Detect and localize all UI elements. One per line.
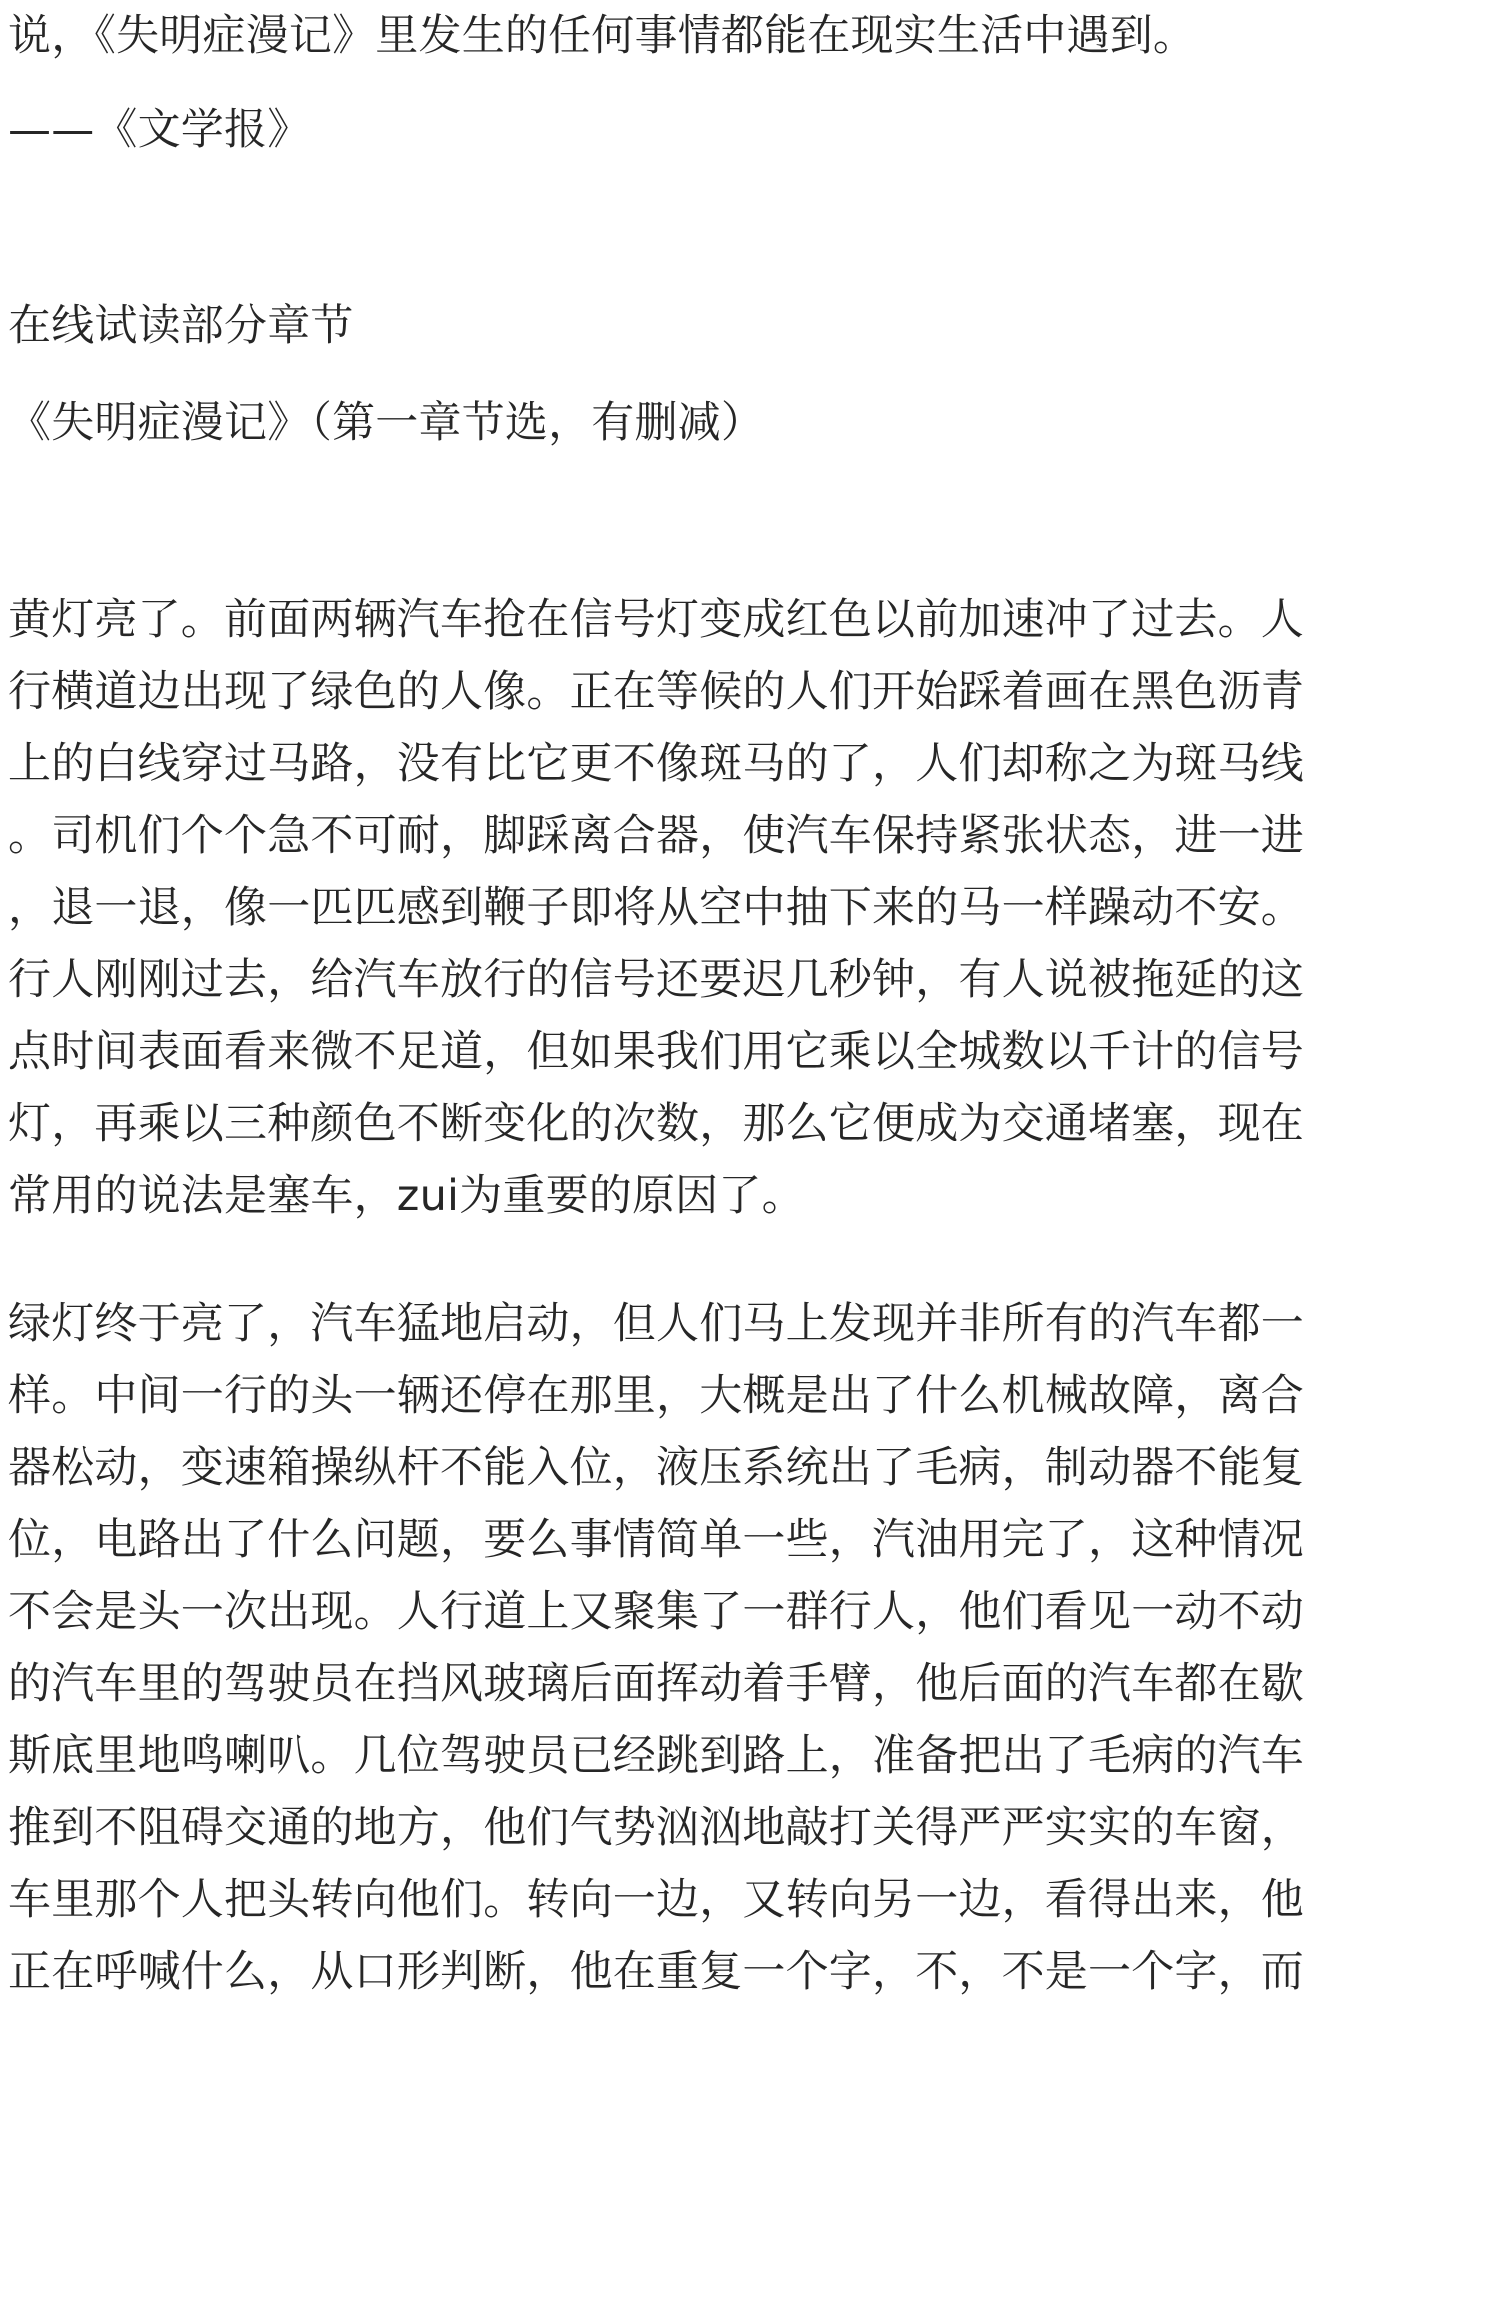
paragraph-1-line: ，退一退，像一匹匹感到鞭子即将从空中抽下来的马一样躁动不安。 <box>8 883 1304 933</box>
paragraph-1-line: 灯，再乘以三种颜色不断变化的次数，那么它便成为交通堵塞，现在 <box>8 1099 1304 1149</box>
paragraph-1-line: 。司机们个个急不可耐，脚踩离合器，使汽车保持紧张状态，进一进 <box>8 811 1304 861</box>
review-source: ——《文学报》 <box>8 105 311 155</box>
paragraph-1-line: 行人刚刚过去，给汽车放行的信号还要迟几秒钟，有人说被拖延的这 <box>8 955 1304 1005</box>
paragraph-1-line: 上的白线穿过马路，没有比它更不像斑马的了，人们却称之为斑马线 <box>8 739 1304 789</box>
paragraph-2-line: 绿灯终于亮了，汽车猛地启动，但人们马上发现并非所有的汽车都一 <box>8 1299 1304 1349</box>
paragraph-2-line: 推到不阻碍交通的地方，他们气势汹汹地敲打关得严严实实的车窗， <box>8 1803 1304 1853</box>
paragraph-2-line: 正在呼喊什么，从口形判断，他在重复一个字，不，不是一个字，而 <box>8 1947 1304 1997</box>
paragraph-1-line: 黄灯亮了。前面两辆汽车抢在信号灯变成红色以前加速冲了过去。人 <box>8 595 1304 645</box>
paragraph-2-line: 斯底里地鸣喇叭。几位驾驶员已经跳到路上，准备把出了毛病的汽车 <box>8 1731 1304 1781</box>
paragraph-2-line: 的汽车里的驾驶员在挡风玻璃后面挥动着手臂，他后面的汽车都在歇 <box>8 1659 1304 1709</box>
paragraph-1-line: 常用的说法是塞车，zui为重要的原因了。 <box>8 1171 805 1221</box>
excerpt-heading: 在线试读部分章节 <box>8 301 354 351</box>
excerpt-subtitle: 《失明症漫记》（第一章节选，有删减） <box>8 398 765 448</box>
paragraph-2-line: 不会是头一次出现。人行道上又聚集了一群行人，他们看见一动不动 <box>8 1587 1304 1637</box>
paragraph-2-line: 位，电路出了什么问题，要么事情简单一些，汽油用完了，这种情况 <box>8 1515 1304 1565</box>
review-quote-tail: 说，《失明症漫记》里发生的任何事情都能在现实生活中遇到。 <box>8 11 1197 61</box>
paragraph-1-line: 行横道边出现了绿色的人像。正在等候的人们开始踩着画在黑色沥青 <box>8 667 1304 717</box>
paragraph-2-line: 样。中间一行的头一辆还停在那里，大概是出了什么机械故障，离合 <box>8 1371 1304 1421</box>
paragraph-1-line: 点时间表面看来微不足道，但如果我们用它乘以全城数以千计的信号 <box>8 1027 1304 1077</box>
paragraph-2-line: 车里那个人把头转向他们。转向一边，又转向另一边，看得出来，他 <box>8 1875 1304 1925</box>
paragraph-2-line: 器松动，变速箱操纵杆不能入位，液压系统出了毛病，制动器不能复 <box>8 1443 1304 1493</box>
